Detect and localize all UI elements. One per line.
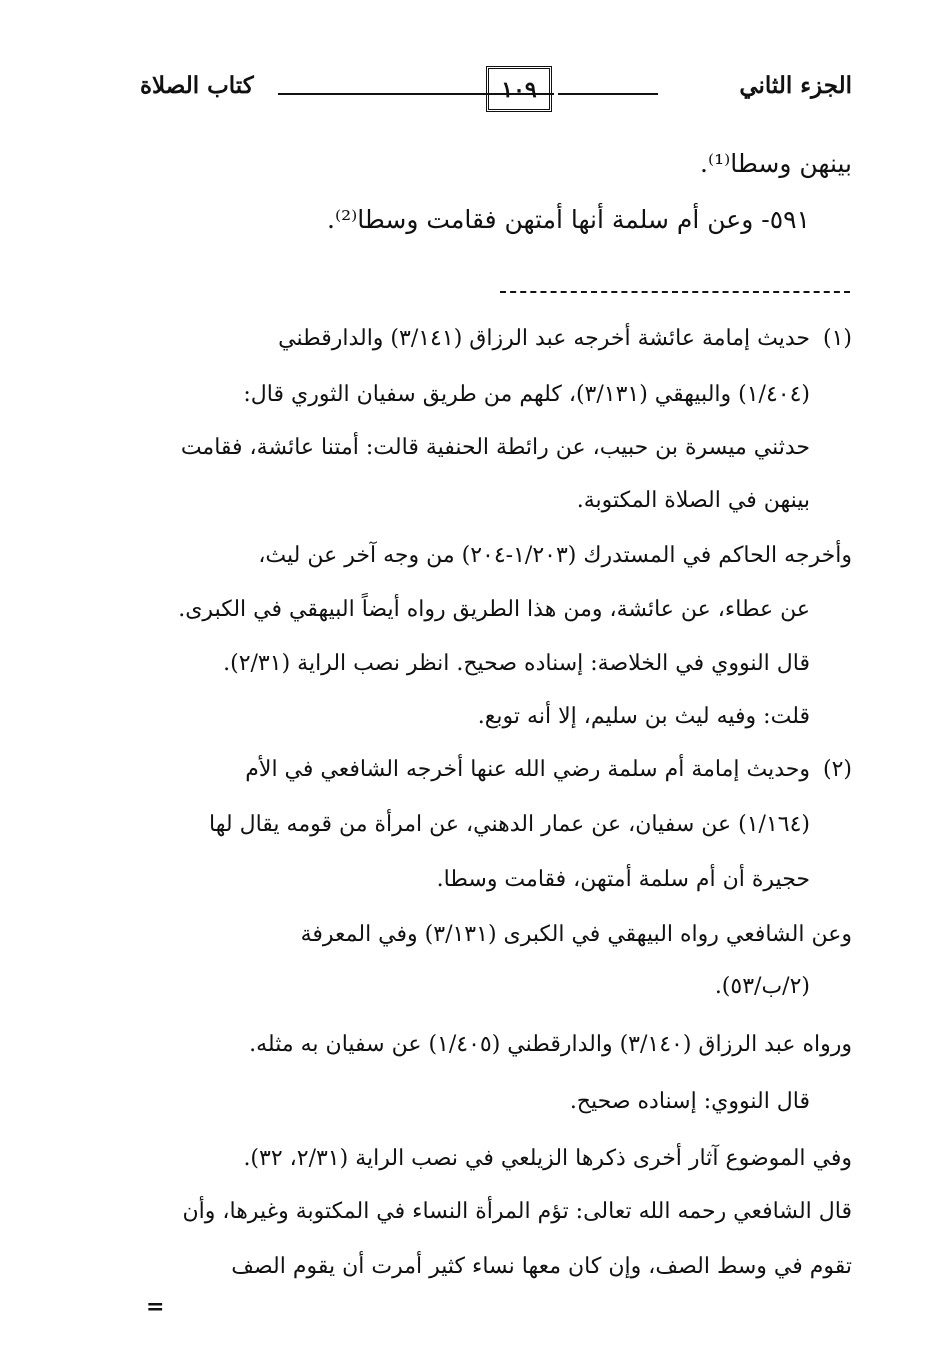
header-rule-left — [278, 93, 554, 95]
footnote-number: (٢) — [822, 757, 852, 782]
footnote-2-line: قال الشافعي رحمه الله تعالى: تؤم المرأة النساء في المكتوبة وغيرها، وأن — [182, 1199, 852, 1224]
footnote-number: (١) — [822, 326, 852, 351]
footnote-1-line: عن عطاء، عن عائشة، ومن هذا الطريق رواه أيضاً البيهقي في الكبرى. — [178, 597, 810, 622]
footnote-1-line: قلت: وفيه ليث بن سليم، إلا أنه توبع. — [477, 704, 810, 729]
footnote-separator — [500, 291, 850, 293]
footnote-1-line: (١/٤٠٤) والبيهقي (٣/١٣١)، كلهم من طريق سفيان الثوري قال: — [243, 382, 810, 407]
footnote-2-line: وفي الموضوع آثار أخرى ذكرها الزيلعي في نصب الراية (٢/٣١، ٣٢). — [243, 1146, 852, 1171]
footnote-1-line: بينهن في الصلاة المكتوبة. — [576, 488, 810, 513]
page-number-box: ١٠٩ — [486, 66, 552, 112]
footnote-2-line: قال النووي: إسناده صحيح. — [569, 1089, 810, 1114]
body-line: بينهن وسطا⁽¹⁾. — [700, 149, 852, 178]
footnote-2-line: حجيرة أن أم سلمة أمتهن، فقامت وسطا. — [436, 867, 810, 892]
footnote-2-line — [138, 751, 852, 789]
footnote-text: حديث إمامة عائشة أخرجه عبد الرزاق (٣/١٤١) والدارقطني — [278, 326, 810, 351]
footnote-2-line: (١/١٦٤) عن سفيان، عن عمار الدهني، عن امرأة من قومه يقال لها — [209, 812, 810, 837]
book-title: كتاب الصلاة — [140, 72, 254, 99]
footnote-1-line — [138, 320, 852, 358]
volume-title: الجزء الثاني — [739, 72, 852, 99]
footnote-2-line: وعن الشافعي رواه البيهقي في الكبرى (٣/١٣١) وفي المعرفة — [300, 922, 852, 947]
running-header — [140, 66, 852, 114]
footnote-1-line: قال النووي في الخلاصة: إسناده صحيح. انظر نصب الراية (٢/٣١). — [223, 651, 810, 676]
footnote-1-line: حدثني ميسرة بن حبيب، عن رائطة الحنفية قالت: أمتنا عائشة، فقامت — [180, 435, 810, 460]
footnote-2-line: تقوم في وسط الصف، وإن كان معها نساء كثير أمرت أن يقوم الصف — [231, 1254, 852, 1279]
footnote-2-line: (٢/ب/٥٣). — [714, 974, 810, 999]
footnote-text: وحديث إمامة أم سلمة رضي الله عنها أخرجه الشافعي في الأم — [245, 757, 810, 782]
header-rule-right — [558, 93, 658, 95]
footnote-2-line: ورواه عبد الرزاق (٣/١٤٠) والدارقطني (١/٤٠٥) عن سفيان به مثله. — [249, 1032, 852, 1057]
footnote-1-line: وأخرجه الحاكم في المستدرك (١/٢٠٣-٢٠٤) من وجه آخر عن ليث، — [258, 543, 852, 568]
continuation-mark: = — [146, 1294, 165, 1320]
body-line-hadith-591: ٥٩١- وعن أم سلمة أنها أمتهن فقامت وسطا⁽²⁾. — [327, 205, 810, 234]
